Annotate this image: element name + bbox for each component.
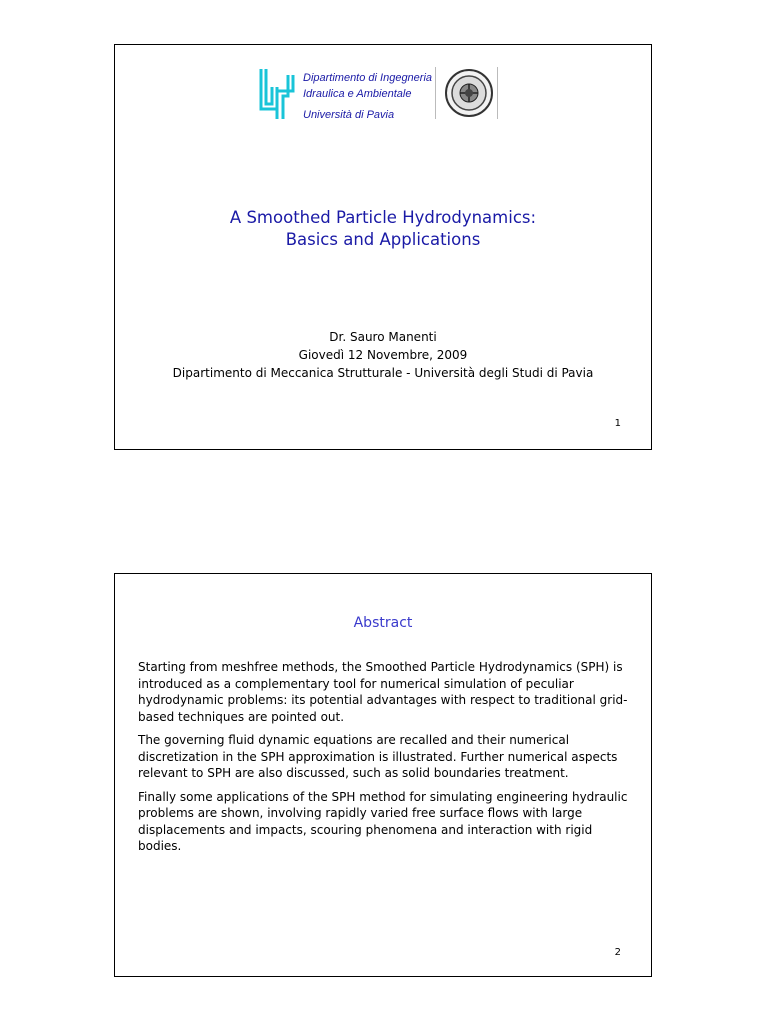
author-block — [115, 328, 651, 382]
title-line-2: Basics and Applications — [285, 230, 481, 249]
department-logo-icon — [257, 65, 297, 123]
presentation-date: Giovedì 12 Novembre, 2009 — [298, 348, 468, 362]
abstract-paragraph: Starting from meshfree methods, the Smoothed Particle Hydrodynamics (SPH) is introduced as a complementary tool for numerical simulation of peculiar hydrodynamic problems: its potential advantages with respect to traditional grid-based techniques are pointed out. — [138, 660, 628, 724]
slide-1 — [114, 44, 652, 450]
department-logo-block — [257, 65, 497, 125]
page-number: 2 — [614, 947, 621, 958]
divider — [435, 67, 436, 119]
university-name: Università di Pavia — [303, 109, 395, 121]
abstract-body — [138, 659, 631, 862]
dept-line-1: Dipartimento di Ingegneria — [303, 72, 433, 84]
abstract-title: Abstract — [353, 615, 413, 631]
page-number: 1 — [614, 418, 621, 429]
presentation-title — [115, 207, 651, 251]
dept-line-2: Idraulica e Ambientale — [303, 88, 412, 100]
affiliation: Dipartimento di Meccanica Strutturale - Università degli Studi di Pavia — [172, 366, 594, 380]
abstract-paragraph: The governing fluid dynamic equations are recalled and their numerical discretization in the SPH approximation is illustrated. Further numerical aspects relevant to SPH are also discussed, such as solid boundaries treatment. — [138, 733, 618, 780]
department-text — [303, 70, 432, 123]
title-line-1: A Smoothed Particle Hydrodynamics: — [229, 208, 537, 227]
divider — [497, 67, 498, 119]
abstract-paragraph: Finally some applications of the SPH method for simulating engineering hydraulic problems are shown, involving rapidly varied free surface flows with large displacements and impacts, scouring phenomena and interaction with rigid bodies. — [138, 789, 628, 853]
author-name: Dr. Sauro Manenti — [329, 330, 437, 344]
slide-2 — [114, 573, 652, 977]
university-seal-icon — [444, 67, 494, 119]
